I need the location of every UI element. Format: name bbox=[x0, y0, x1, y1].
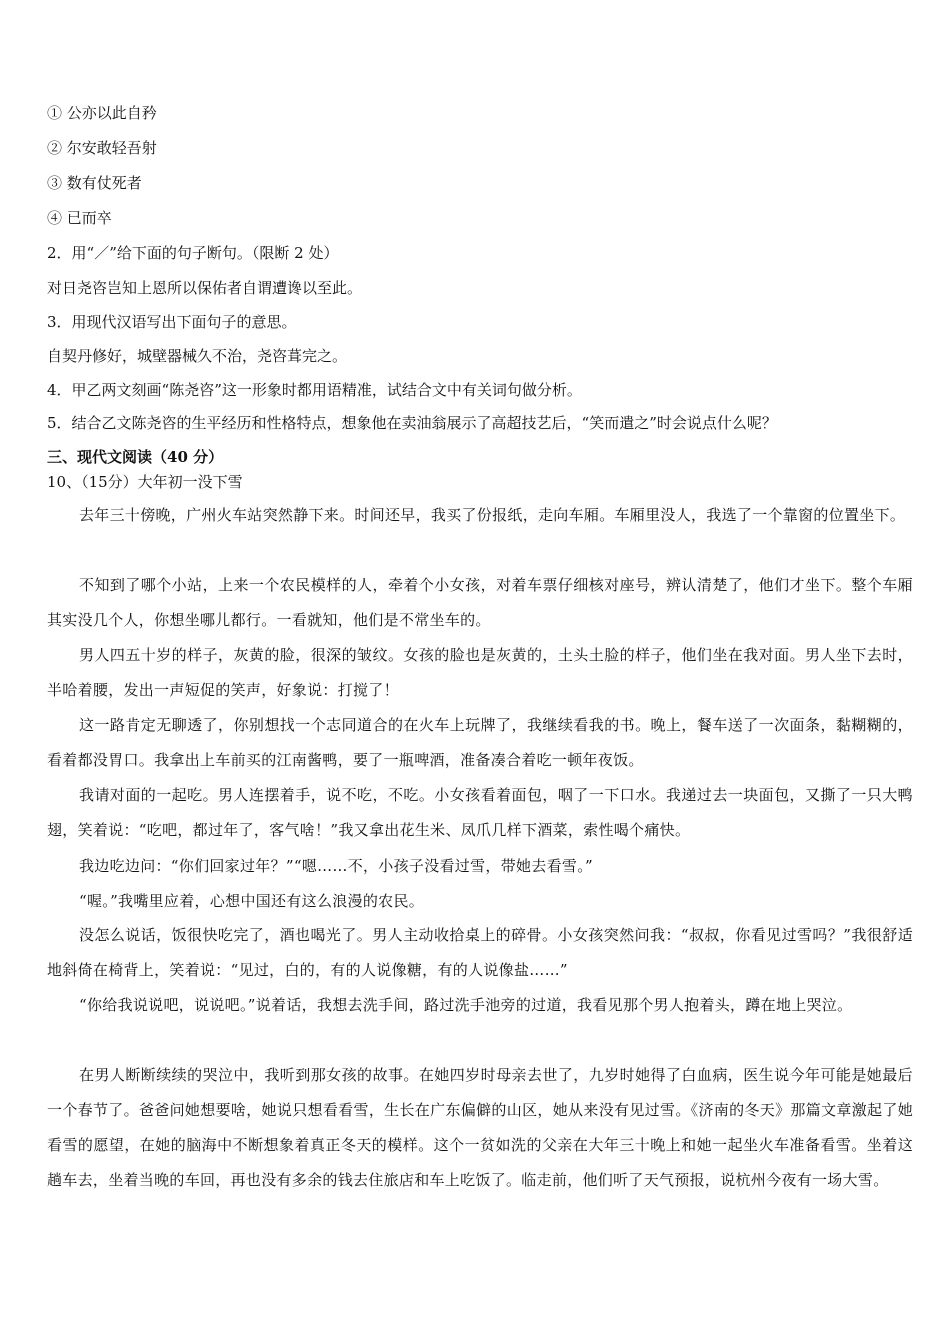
q1-option-3: ③ 数有仗死者 bbox=[47, 174, 142, 192]
paragraph: 没怎么说话，饭很快吃完了，酒也喝光了。男人主动收拾桌上的碎骨。小女孩突然问我：“叔叔，你看见过雪吗？”我很舒适地斜倚在椅背上，笑着说：“见过，白的，有的人说像糖，有的人说像盐……” bbox=[47, 926, 913, 979]
paragraph: 男人四五十岁的样子，灰黄的脸，很深的皱纹。女孩的脸也是灰黄的，土头土脸的样子，他们坐在我对面。男人坐下去时，半哈着腰，发出一声短促的笑声，好象说：打搅了！ bbox=[47, 646, 913, 699]
paragraph: 我边吃边问：“你们回家过年？”“嗯……不，小孩子没看过雪，带她去看雪。” bbox=[79, 857, 593, 875]
paragraph: “喔。”我嘴里应着，心想中国还有这么浪漫的农民。 bbox=[79, 892, 425, 910]
q4-prompt: 4．甲乙两文刻画“陈尧咨”这一形象时都用语精准，试结合文中有关词句做分析。 bbox=[47, 381, 582, 399]
paragraph: 这一路肯定无聊透了，你别想找一个志同道合的在火车上玩牌了，我继续看我的书。晚上，餐车送了一次面条，黏糊糊的，看着都没胃口。我拿出上车前买的江南酱鸭，要了一瓶啤酒，准备凑合着吃一顿年夜饭。 bbox=[47, 716, 913, 769]
q1-option-4: ④ 已而卒 bbox=[47, 209, 112, 227]
section-heading: 三、现代文阅读（40 分） bbox=[47, 448, 224, 466]
q10-heading: 10、（15分）大年初一没下雪 bbox=[47, 473, 243, 491]
q3-sentence: 自契丹修好，城壁器械久不治，尧咨葺完之。 bbox=[47, 347, 348, 365]
q1-option-1: ① 公亦以此自矜 bbox=[47, 104, 157, 122]
q2-prompt: 2．用“／”给下面的句子断句。（限断 2 处） bbox=[47, 244, 339, 262]
paragraph: 我请对面的一起吃。男人连摆着手，说不吃，不吃。小女孩看着面包，咽了一下口水。我递过去一块面包，又撕了一只大鸭翅，笑着说：“吃吧，都过年了，客气啥！”我又拿出花生米、凤爪几样下酒菜，索性喝个痛快。 bbox=[47, 786, 913, 839]
q2-sentence: 对日尧咨岂知上恩所以保佑者自谓遭谗以至此。 bbox=[47, 279, 363, 297]
q5-prompt: 5．结合乙文陈尧咨的生平经历和性格特点，想象他在卖油翁展示了高超技艺后，“笑而遣之”时会说点什么呢？ bbox=[47, 414, 777, 432]
paragraph: “你给我说说吧，说说吧。”说着话，我想去洗手间，路过洗手池旁的过道，我看见那个男人抱着头，蹲在地上哭泣。 bbox=[79, 996, 853, 1014]
paragraph: 在男人断断续续的哭泣中，我听到那女孩的故事。在她四岁时母亲去世了，九岁时她得了白血病，医生说今年可能是她最后一个春节了。爸爸问她想要啥，她说只想看看雪，生长在广东偏僻的山区，她从来没有见过雪。《济南的冬天》那篇文章激起了她看雪的愿望，在她的脑海中不断想象着真正冬天的模样。这个一贫如洗的父亲在大年三十晚上和她一起坐火车准备看雪。坐着这趟车去，坐着当晚的车回，再也没有多余的钱去住旅店和车上吃饭了。临走前，他们听了天气预报，说杭州今夜有一场大雪。 bbox=[47, 1066, 913, 1189]
q3-prompt: 3．用现代汉语写出下面句子的意思。 bbox=[47, 313, 297, 331]
paragraph: 不知到了哪个小站，上来一个农民模样的人，牵着个小女孩，对着车票仔细核对座号，辨认清楚了，他们才坐下。整个车厢其实没几个人，你想坐哪儿都行。一看就知，他们是不常坐车的。 bbox=[47, 576, 913, 629]
q1-option-2: ② 尔安敢轻吾射 bbox=[47, 139, 157, 157]
paragraph: 去年三十傍晚，广州火车站突然静下来。时间还早，我买了份报纸，走向车厢。车厢里没人，我选了一个靠窗的位置坐下。 bbox=[79, 506, 906, 524]
